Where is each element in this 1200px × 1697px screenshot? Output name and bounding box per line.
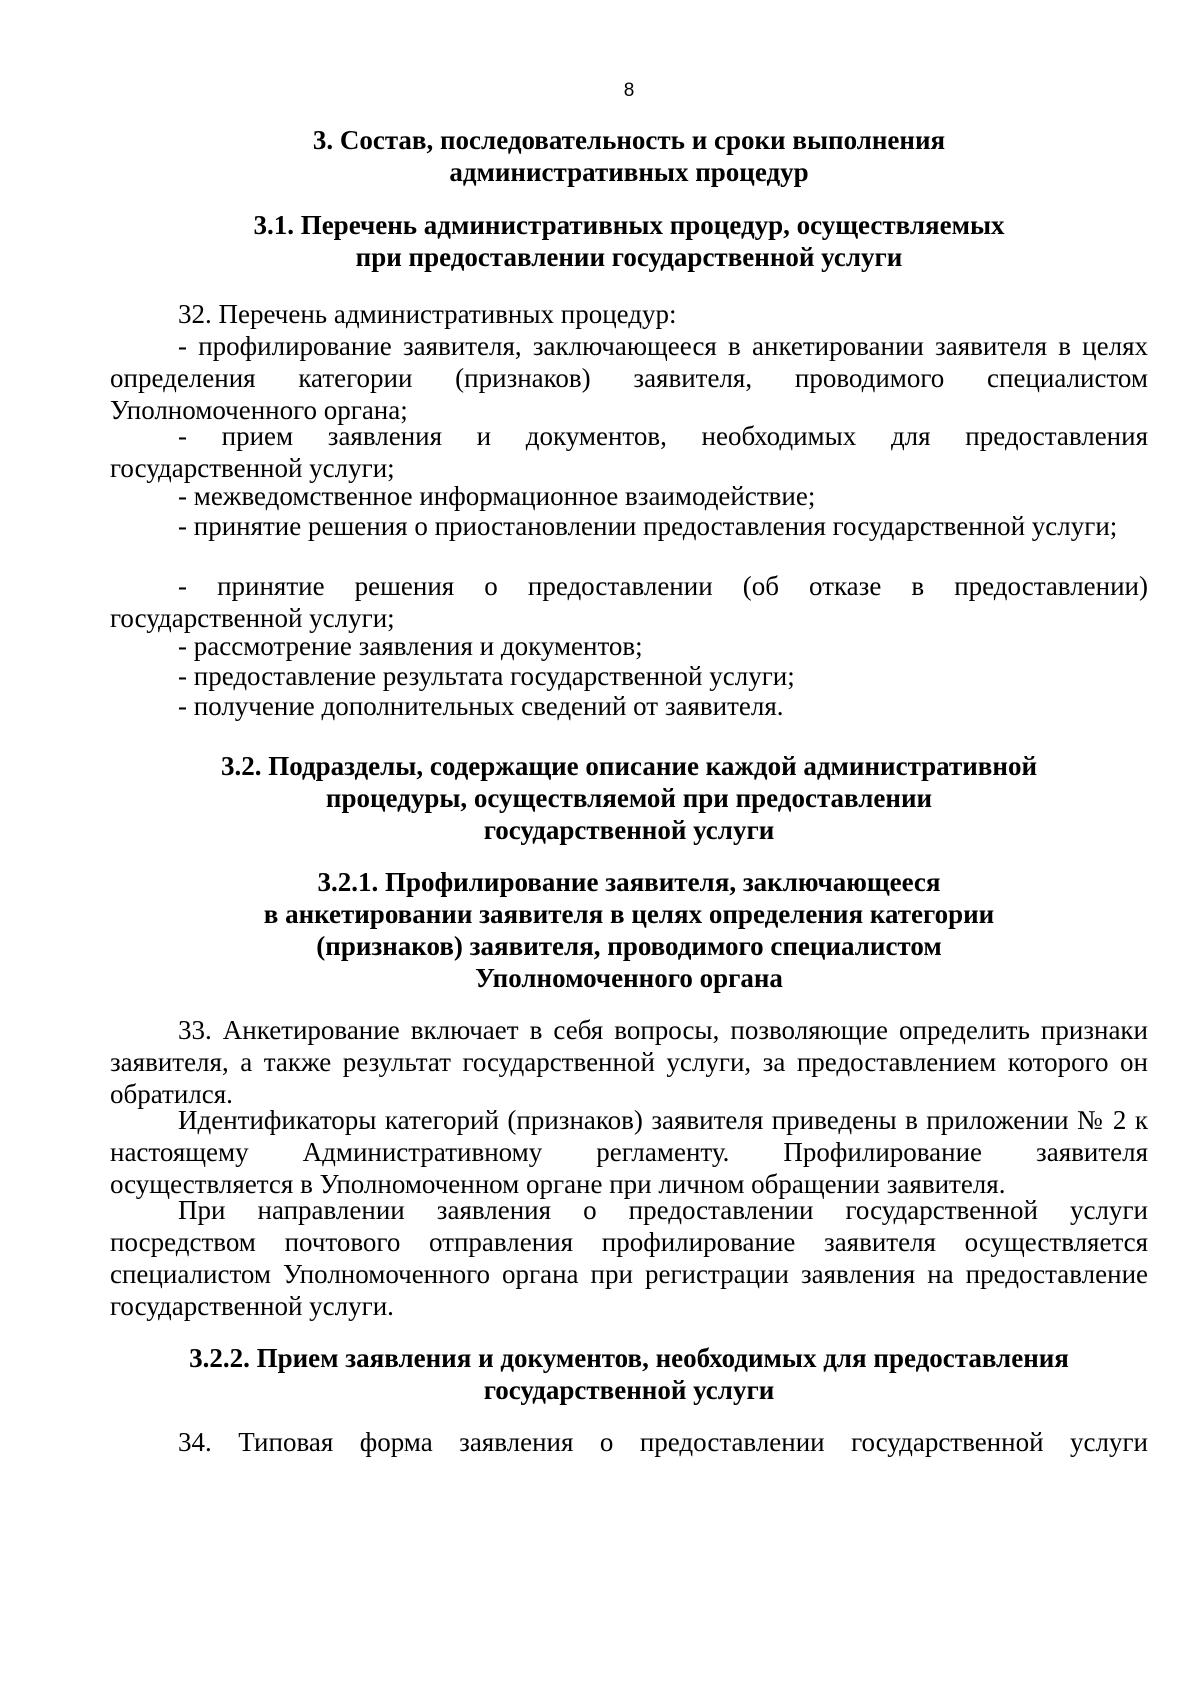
heading-line: (признаков) заявителя, проводимого специалистом	[316, 931, 942, 961]
list-item: - профилирование заявителя, заключающееся в анкетировании заявителя в целях определения категории (признаков) заявителя, проводимого специалистом Уполномоченного органа;	[110, 331, 1148, 425]
heading-line: 3.1. Перечень административных процедур, осуществляемых	[253, 210, 1005, 240]
list-item: - межведомственное информационное взаимодействие;	[178, 481, 816, 511]
section-heading-3	[110, 124, 1148, 188]
heading-line: государственной услуги	[483, 1375, 775, 1405]
page-number: 8	[623, 80, 635, 101]
paragraph: Идентификаторы категорий (признаков) заявителя приведены в приложении № 2 к настоящему Административному регламенту. Профилирование заявителя осуществляется в Уполномоченном органе при личном обращении заявителя.	[110, 1105, 1148, 1199]
list-item: - прием заявления и документов, необходимых для предоставления государственной услуги;	[110, 421, 1148, 483]
section-heading-3-2-2	[110, 1342, 1148, 1406]
heading-line: Уполномоченного органа	[475, 963, 783, 993]
list-item: - рассмотрение заявления и документов;	[178, 631, 643, 661]
paragraph-33: 33. Анкетирование включает в себя вопросы, позволяющие определить признаки заявителя, а также результат государственной услуги, за предоставлением которого он обратился.	[110, 1015, 1148, 1109]
list-item: - получение дополнительных сведений от заявителя.	[178, 691, 784, 721]
heading-line: 3.2.1. Профилирование заявителя, заключающееся	[317, 867, 941, 897]
heading-line: 3.2. Подразделы, содержащие описание каждой административной	[221, 751, 1037, 781]
section-heading-3-2-1	[110, 866, 1148, 994]
heading-line: процедуры, осуществляемой при предоставлении	[325, 783, 933, 813]
list-item: - принятие решения о приостановлении предоставления государственной услуги;	[178, 511, 1118, 541]
paragraph-32-intro: 32. Перечень административных процедур:	[178, 299, 677, 329]
section-heading-3-2	[110, 750, 1148, 846]
paragraph: При направлении заявления о предоставлении государственной услуги посредством почтового отправления профилирование заявителя осуществляется специалистом Уполномоченного органа при регистрации заявления на предоставление государственной услуги.	[110, 1195, 1148, 1321]
heading-line: в анкетировании заявителя в целях определения категории	[263, 899, 995, 929]
paragraph-34: 34. Типовая форма заявления о предоставлении государственной услуги	[178, 1427, 1148, 1457]
list-item: - принятие решения о предоставлении (об отказе в предоставлении) государственной услуги;	[110, 571, 1148, 633]
heading-line: 3. Состав, последовательность и сроки выполнения	[312, 125, 946, 155]
heading-line: государственной услуги	[483, 815, 775, 845]
heading-line: 3.2.2. Прием заявления и документов, необходимых для предоставления	[189, 1343, 1069, 1373]
heading-line: при предоставлении государственной услуги	[355, 242, 903, 272]
list-item: - предоставление результата государственной услуги;	[178, 661, 795, 691]
section-heading-3-1	[110, 209, 1148, 273]
heading-line: административных процедур	[449, 157, 809, 187]
